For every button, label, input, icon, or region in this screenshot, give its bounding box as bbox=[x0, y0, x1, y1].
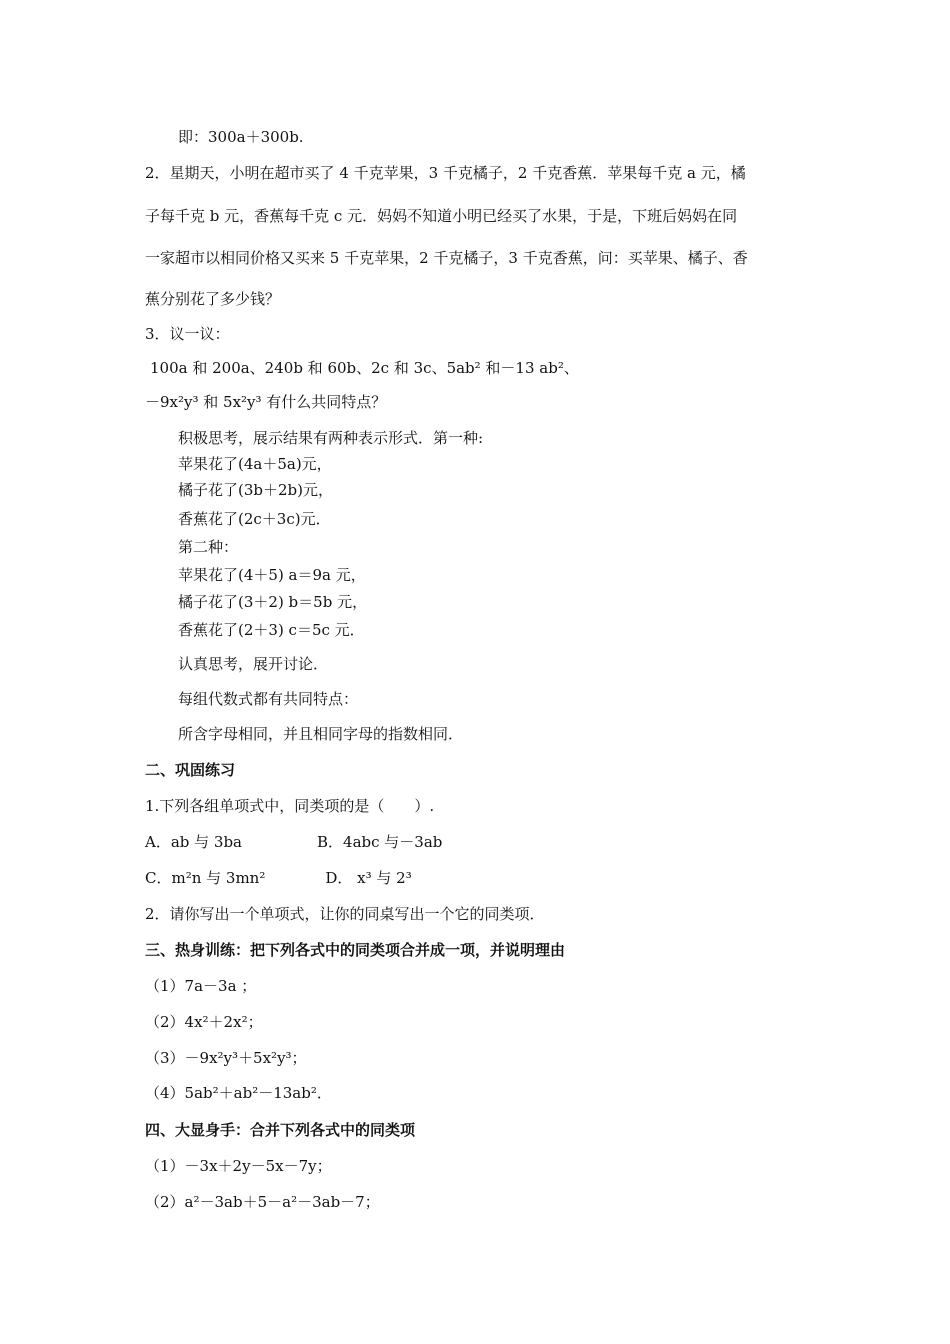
text-line: 所含字母相同，并且相同字母的指数相同． bbox=[178, 725, 464, 743]
text-line: 2．星期天，小明在超市买了 4 千克苹果，3 千克橘子，2 千克香蕉．苹果每千克 a 元，橘 bbox=[145, 164, 746, 182]
text-line: （2）4x²＋2x²； bbox=[145, 1013, 263, 1031]
text-line: 第二种： bbox=[178, 538, 239, 556]
text-line: 香蕉花了(2＋3) c＝5c 元． bbox=[178, 621, 365, 639]
text-line: －9x²y³ 和 5x²y³ 有什么共同特点？ bbox=[145, 393, 387, 411]
text-line: 橘子花了(3＋2) b＝5b 元， bbox=[178, 593, 368, 611]
text-line: （4）5ab²＋ab²－13ab²． bbox=[145, 1084, 332, 1102]
text-line: 苹果花了(4＋5) a＝9a 元， bbox=[178, 566, 366, 584]
text-line: 每组代数式都有共同特点： bbox=[178, 690, 359, 708]
text-line: C．m²n 与 3mn² D． x³ 与 2³ bbox=[145, 869, 412, 887]
section-heading: 四、大显身手：合并下列各式中的同类项 bbox=[145, 1121, 416, 1139]
text-line: A．ab 与 3ba B．4abc 与－3ab bbox=[145, 833, 443, 851]
text-line: 3．议一议： bbox=[145, 325, 230, 343]
text-line: （3）－9x²y³＋5x²y³； bbox=[145, 1049, 307, 1067]
text-line: 积极思考，展示结果有两种表示形式．第一种: bbox=[178, 429, 484, 447]
text-line: 认真思考，展开讨论． bbox=[178, 655, 329, 673]
text-line: 100a 和 200a、240b 和 60b、2c 和 3c、5ab² 和－13 ab²、 bbox=[150, 359, 579, 377]
text-line: （1）7a－3a ； bbox=[145, 977, 257, 995]
text-line: 香蕉花了(2c＋3c)元． bbox=[178, 510, 331, 528]
text-line: （2）a²－3ab＋5－a²－3ab－7； bbox=[145, 1193, 380, 1211]
text-line: 1.下列各组单项式中，同类项的是（ ）. bbox=[145, 797, 435, 815]
section-heading: 二、巩固练习 bbox=[145, 761, 236, 779]
text-line: 2．请你写出一个单项式，让你的同桌写出一个它的同类项． bbox=[145, 905, 545, 923]
text-line: 橘子花了(3b＋2b)元， bbox=[178, 481, 333, 499]
text-line: 即：300a＋300b. bbox=[178, 128, 304, 146]
text-line: 子每千克 b 元，香蕉每千克 c 元．妈妈不知道小明已经买了水果，于是，下班后妈妈在同 bbox=[145, 207, 738, 225]
text-line: 苹果花了(4a＋5a)元， bbox=[178, 455, 332, 473]
text-line: 蕉分别花了多少钱？ bbox=[145, 290, 281, 308]
text-line: （1）－3x＋2y－5x－7y； bbox=[145, 1157, 332, 1175]
text-line: 一家超市以相同价格又买来 5 千克苹果，2 千克橘子，3 千克香蕉，问：买苹果、橘子、香 bbox=[145, 249, 748, 267]
section-heading: 三、热身训练：把下列各式中的同类项合并成一项，并说明理由 bbox=[145, 941, 566, 959]
